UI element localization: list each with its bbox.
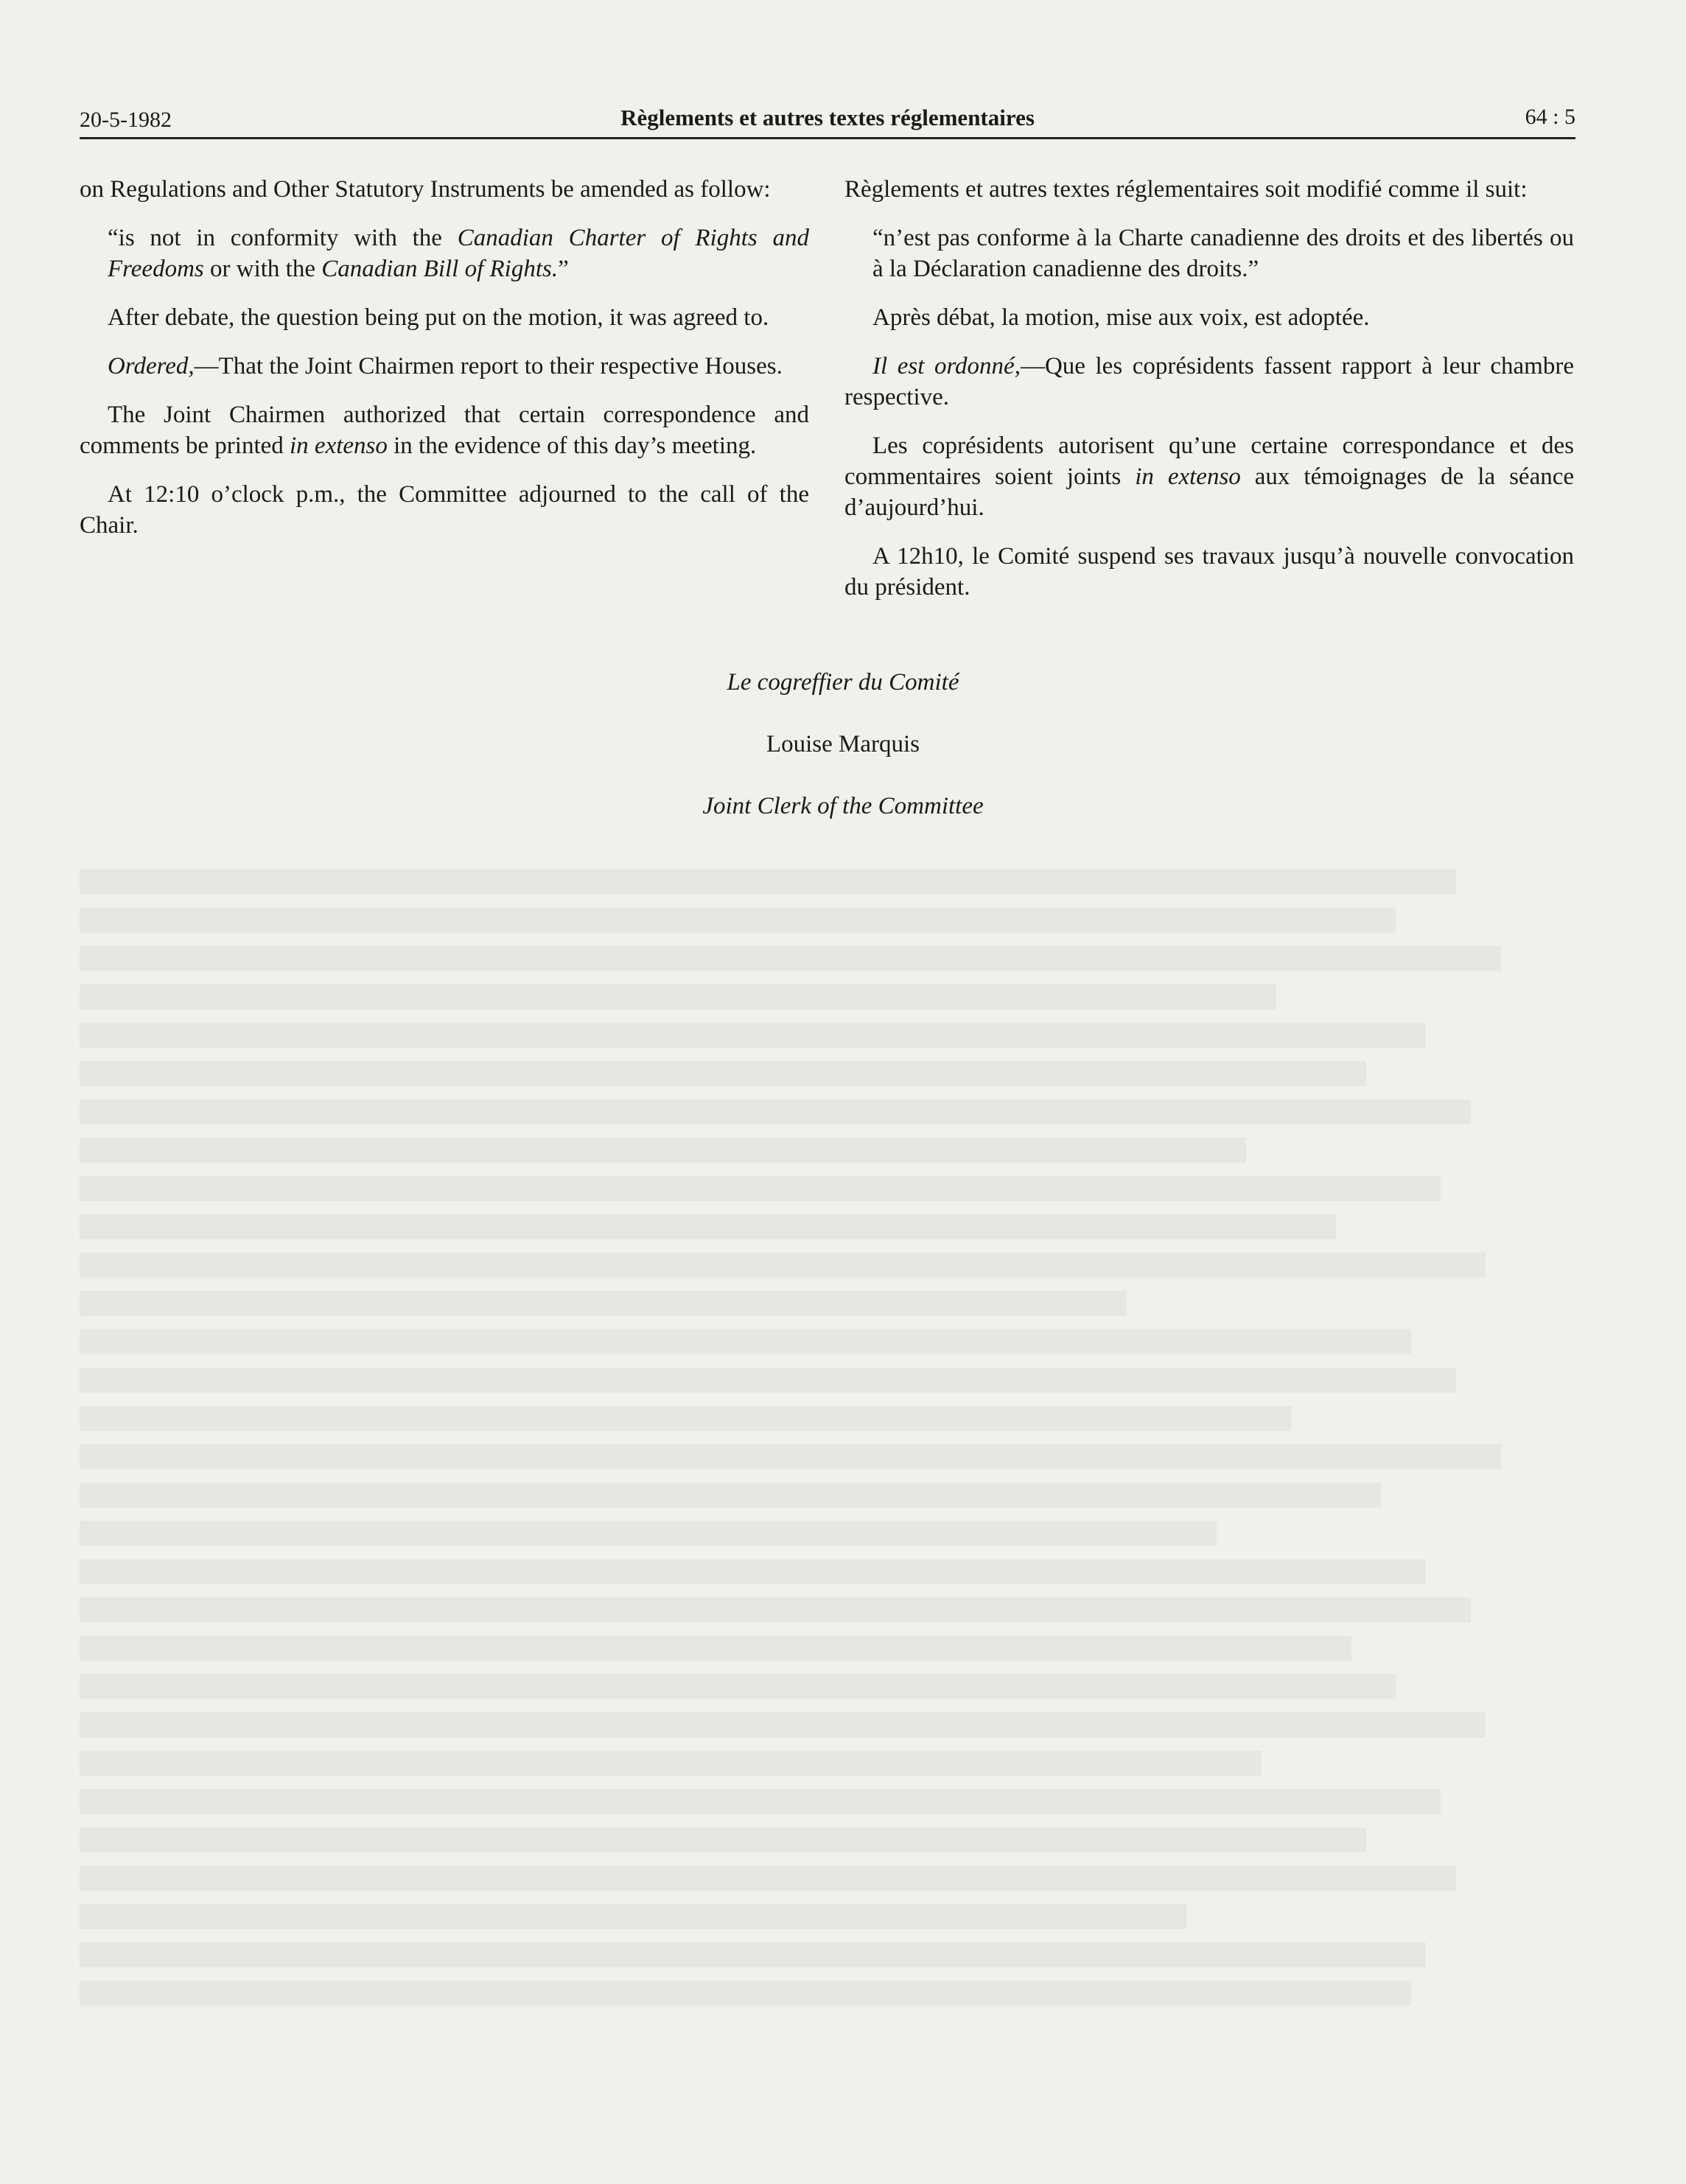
header-rule bbox=[80, 137, 1575, 139]
page-header bbox=[80, 102, 1575, 136]
header-title: Règlements et autres textes réglementaires bbox=[620, 105, 1035, 130]
en-paragraph-motion: on Regulations and Other Statutory Instruments be amended as follow: bbox=[80, 176, 771, 203]
fr-paragraph-correspondence: Les coprésidents autorisent qu’une certaine correspondance et des commentaires soient joints in extenso aux témoignages de la séance d’aujourd’hui. bbox=[844, 433, 1575, 521]
en-paragraph-debate: After debate, the question being put on the motion, it was agreed to. bbox=[108, 304, 769, 331]
fr-paragraph-debate: Après débat, la motion, mise aux voix, est adoptée. bbox=[872, 304, 1370, 331]
fr-paragraph-ordered: Il est ordonné,—Que les coprésidents fassent rapport à leur chambre respective. bbox=[844, 353, 1574, 410]
signature-french-title: Le cogreffier du Comité bbox=[727, 669, 959, 696]
fr-paragraph-motion: Règlements et autres textes réglementaires soit modifié comme il suit: bbox=[844, 176, 1528, 203]
en-quote: “is not in conformity with the Canadian Charter of Rights and Freedoms or with the Canadian Bill of Rights.” bbox=[108, 225, 810, 282]
fr-quote: “n’est pas conforme à la Charte canadienne des droits et des libertés ou à la Déclaration canadienne des droits.” bbox=[872, 225, 1574, 282]
fr-paragraph-adjourned: A 12h10, le Comité suspend ses travaux jusqu’à nouvelle convocation du président. bbox=[844, 543, 1574, 601]
french-column bbox=[844, 174, 1574, 620]
show-through-texture bbox=[80, 869, 1575, 2048]
signature-name: Louise Marquis bbox=[766, 731, 920, 757]
header-page-number: 64 : 5 bbox=[1525, 105, 1575, 129]
en-paragraph-correspondence: The Joint Chairmen authorized that certain correspondence and comments be printed in extenso in the evidence of this day’s meeting. bbox=[80, 402, 809, 459]
header-date: 20-5-1982 bbox=[80, 108, 172, 132]
en-paragraph-adjourned: At 12:10 o’clock p.m., the Committee adjourned to the call of the Chair. bbox=[80, 481, 809, 539]
signature-english-title: Joint Clerk of the Committee bbox=[702, 793, 984, 819]
english-column bbox=[80, 174, 809, 559]
en-paragraph-ordered: Ordered,—That the Joint Chairmen report to their respective Houses. bbox=[108, 353, 783, 379]
